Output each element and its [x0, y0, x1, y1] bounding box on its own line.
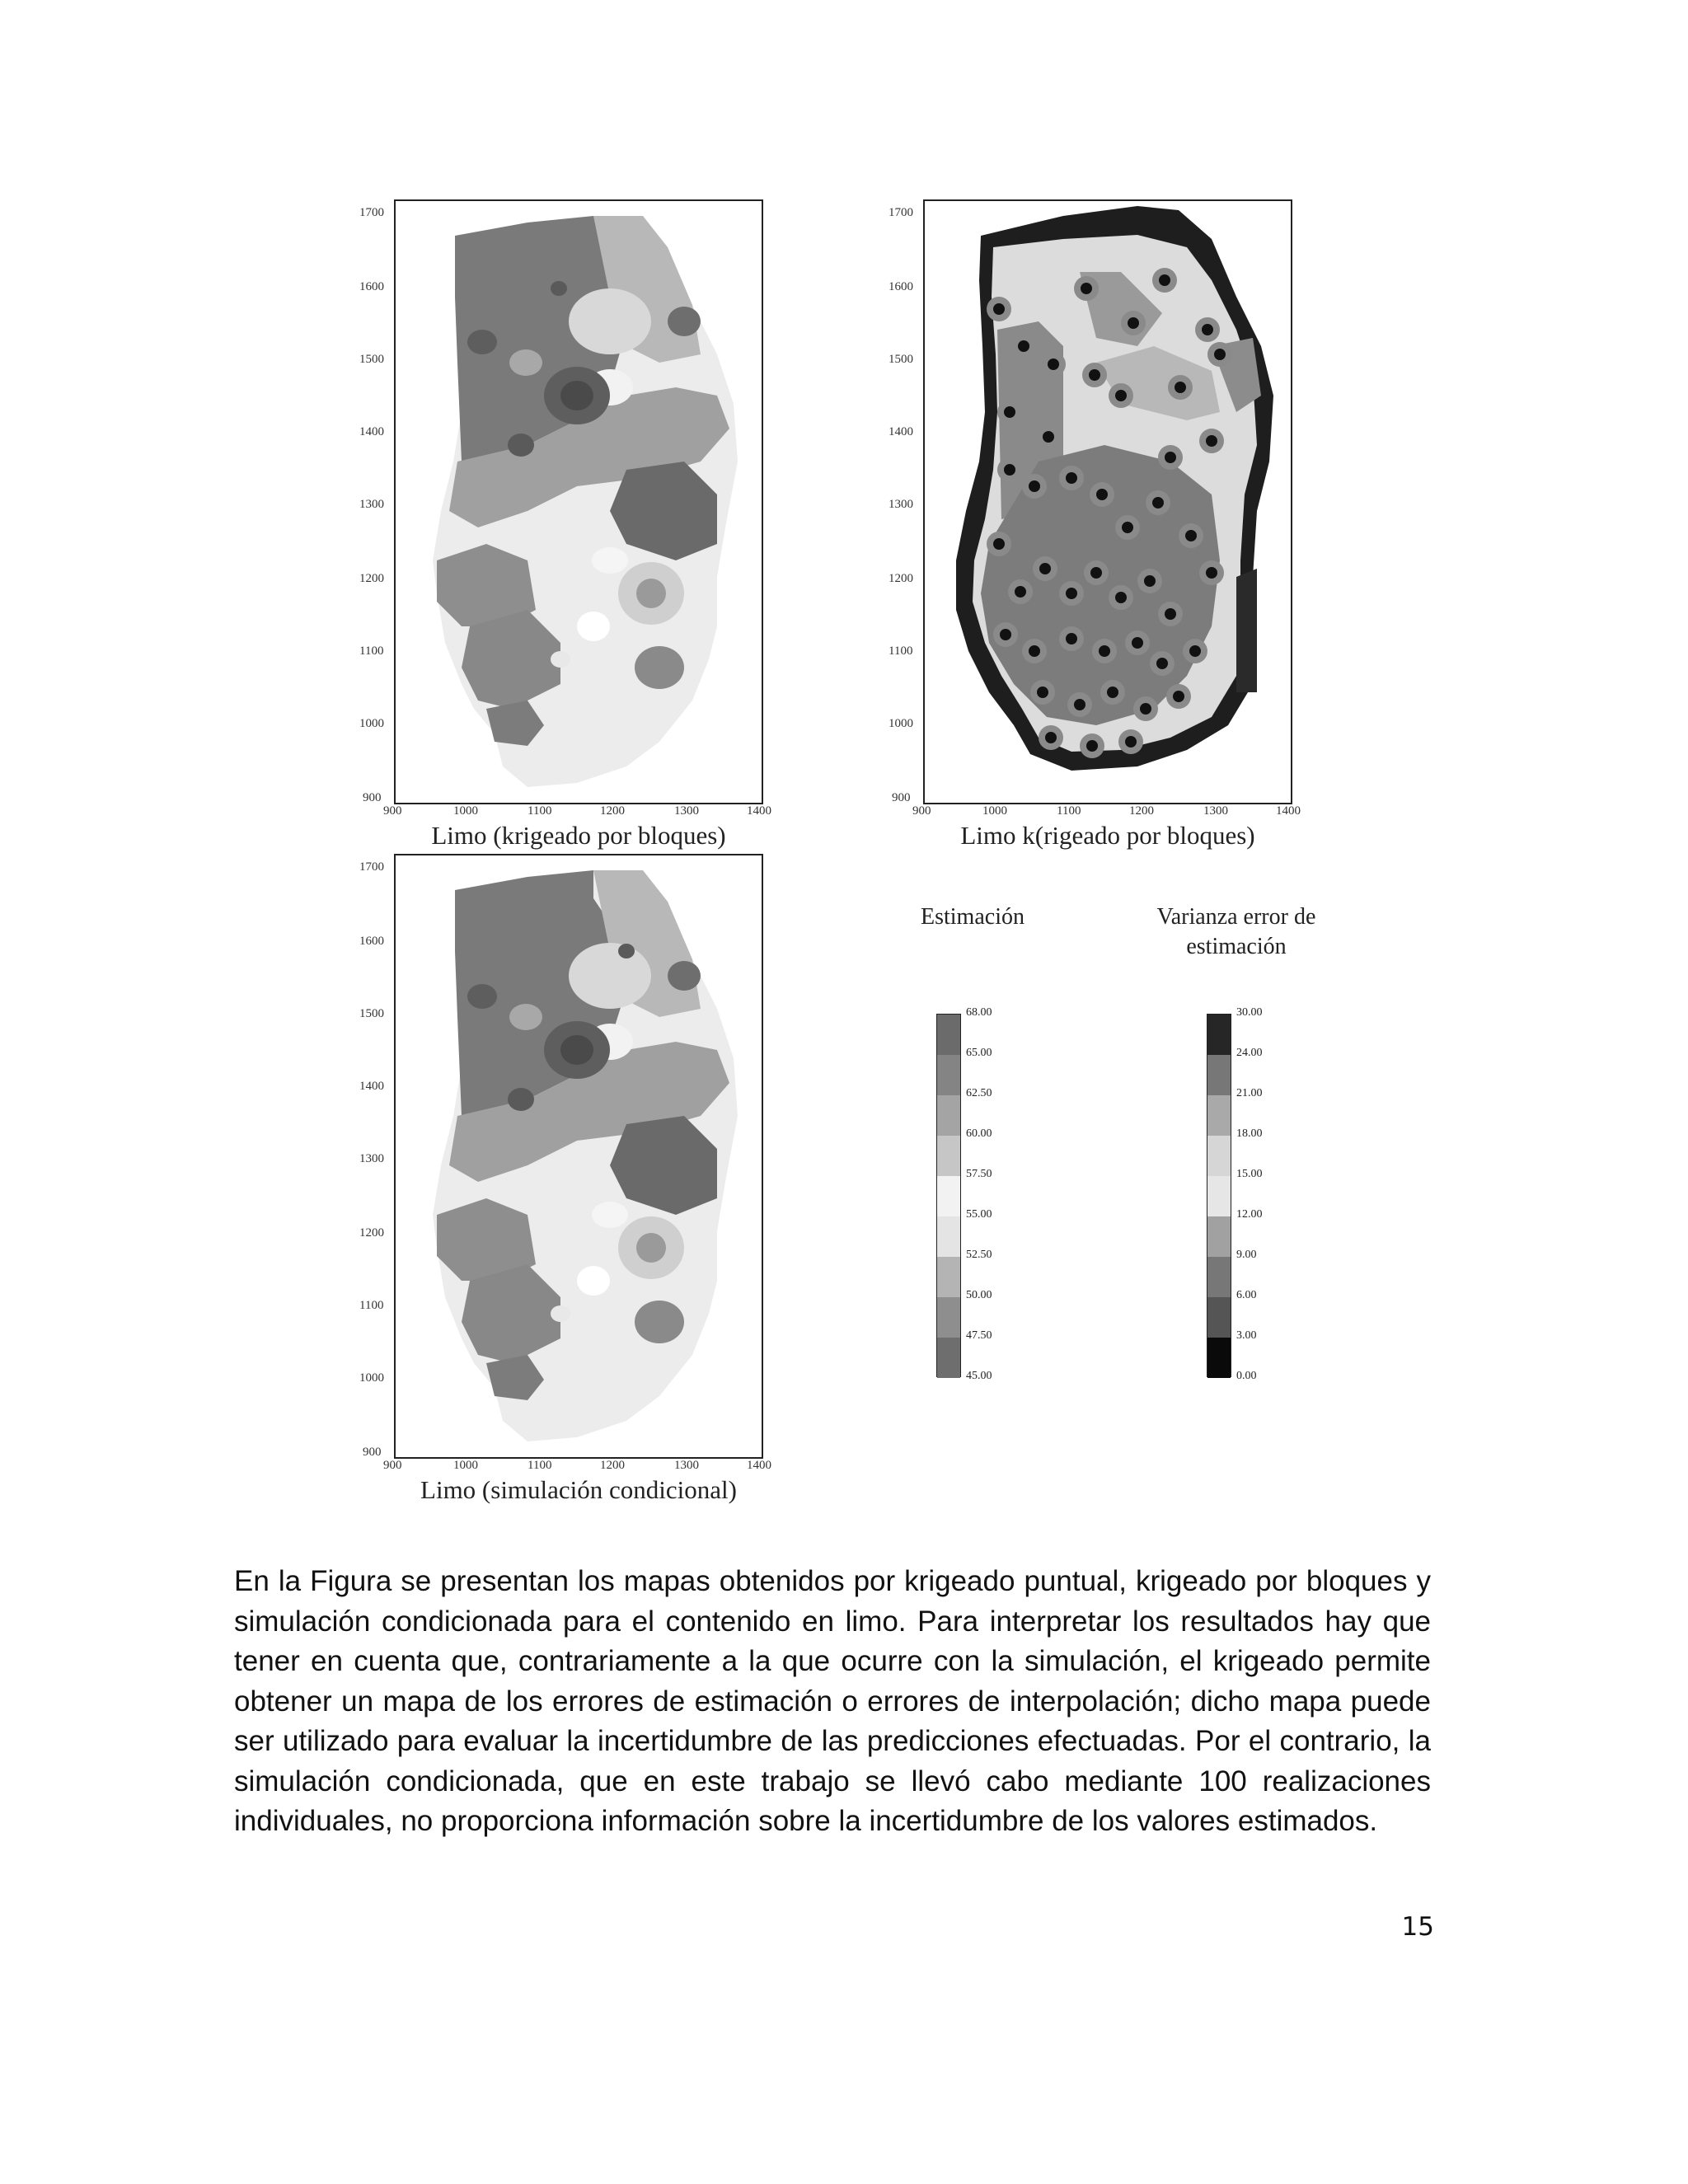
legend-ticks: [1236, 1006, 1335, 1385]
y-tick: 1100: [889, 644, 913, 658]
x-tick: 1400: [747, 804, 771, 818]
legend-swatch: [937, 1216, 960, 1257]
y-tick: 1200: [889, 572, 913, 585]
y-tick: 1200: [359, 572, 384, 585]
legend-swatch: [937, 1015, 960, 1055]
y-tick: 1500: [889, 353, 913, 366]
y-tick: 1700: [359, 206, 384, 219]
legend-swatch: [937, 1338, 960, 1378]
legend-tick-label: 9.00: [1236, 1249, 1257, 1261]
x-tick: 1200: [600, 804, 625, 818]
y-tick: 900: [892, 791, 911, 804]
legend-tick-label: 12.00: [1236, 1208, 1263, 1221]
legend-swatch: [1207, 1297, 1231, 1338]
x-tick: 1100: [528, 1459, 552, 1472]
legend-varianza: [1137, 902, 1401, 1397]
legend-swatch: [1207, 1338, 1231, 1378]
y-tick: 1400: [359, 425, 384, 438]
map-panel-variance: [824, 0, 1688, 857]
legend-tick-label: 18.00: [1236, 1127, 1263, 1140]
y-tick: 1300: [359, 1152, 384, 1165]
legend-swatch: [937, 1176, 960, 1216]
legend-estimacion: [890, 902, 1137, 1397]
x-tick: 900: [383, 804, 402, 818]
legend-tick-label: 0.00: [1236, 1370, 1257, 1382]
y-tick: 1600: [359, 280, 384, 293]
y-tick: 1500: [359, 1007, 384, 1020]
legend-tick-label: 24.00: [1236, 1047, 1263, 1059]
x-tick: 1000: [982, 804, 1007, 818]
x-tick: 1300: [1203, 804, 1228, 818]
legend-tick-label: 60.00: [966, 1127, 992, 1140]
legend-swatch: [1207, 1095, 1231, 1136]
legend-tick-label: 47.50: [966, 1329, 992, 1342]
y-tick: 1100: [359, 1299, 384, 1312]
x-tick: 1300: [674, 804, 699, 818]
x-tick: 1400: [747, 1459, 771, 1472]
legend-title: Varianza error de estimación: [1156, 904, 1316, 959]
y-tick: 1400: [359, 1080, 384, 1093]
legend-tick-label: 6.00: [1236, 1289, 1257, 1301]
x-tick: 1000: [453, 1459, 478, 1472]
legend-tick-label: 30.00: [1236, 1006, 1263, 1019]
legend-swatch: [1207, 1015, 1231, 1055]
y-tick: 1600: [889, 280, 913, 293]
x-tick: 1100: [528, 804, 552, 818]
legend-swatch: [937, 1257, 960, 1297]
legend-swatch: [1207, 1055, 1231, 1095]
legend-swatch: [937, 1055, 960, 1095]
y-tick: 900: [363, 1446, 382, 1459]
page-number: 15: [1401, 1912, 1434, 1942]
y-tick: 1400: [889, 425, 913, 438]
legend-swatch: [1207, 1176, 1231, 1216]
y-tick: 1000: [889, 717, 913, 730]
y-tick: 1000: [359, 1371, 384, 1385]
y-tick: 1300: [889, 498, 913, 511]
simulation-map: [0, 0, 824, 1516]
legend-tick-label: 55.00: [966, 1208, 992, 1221]
y-tick: 1500: [359, 353, 384, 366]
legend-tick-label: 65.00: [966, 1047, 992, 1059]
x-tick: 1300: [674, 1459, 699, 1472]
map-caption: Limo k(rigeado por bloques): [960, 821, 1255, 850]
legend-swatch: [1207, 1136, 1231, 1176]
variance-map: [824, 0, 1688, 857]
legend-tick-label: 62.50: [966, 1087, 992, 1099]
y-tick: 1300: [359, 498, 384, 511]
legend-tick-label: 57.50: [966, 1168, 992, 1180]
legend-tick-label: 21.00: [1236, 1087, 1263, 1099]
legend-ticks: [966, 1006, 1065, 1385]
legend-bar: [936, 1014, 961, 1377]
x-tick: 1200: [1129, 804, 1154, 818]
x-tick: 900: [383, 1459, 402, 1472]
legend-swatch: [1207, 1216, 1231, 1257]
legend-tick-label: 3.00: [1236, 1329, 1257, 1342]
x-tick: 1400: [1276, 804, 1301, 818]
legend-tick-label: 50.00: [966, 1289, 992, 1301]
y-tick: 1000: [359, 717, 384, 730]
legend-swatch: [937, 1136, 960, 1176]
legend-tick-label: 52.50: [966, 1249, 992, 1261]
x-tick: 1000: [453, 804, 478, 818]
y-tick: 1600: [359, 935, 384, 948]
y-tick: 1100: [359, 644, 384, 658]
map-caption: Limo (krigeado por bloques): [431, 821, 726, 850]
legend-swatch: [937, 1297, 960, 1338]
legend-tick-label: 68.00: [966, 1006, 992, 1019]
map-panel-simulation: [0, 0, 824, 1516]
legend-swatch: [937, 1095, 960, 1136]
x-tick: 1100: [1057, 804, 1081, 818]
x-tick: 900: [912, 804, 931, 818]
legend-tick-label: 45.00: [966, 1370, 992, 1382]
body-paragraph: En la Figura se presentan los mapas obtenidos por krigeado puntual, krigeado por bloques y simulación condicionada para el contenido en limo. Para interpretar los resultados hay que tener en cuenta que, contrariamente a la que ocurre con la simulación, el krigeado permite obtener un mapa de los errores de estimación o errores de interpolación; dicho mapa puede ser utilizado para evaluar la incertidumbre de las predicciones efectuadas. Por el contrario, la simulación condicionada, que en este trabajo se llevó cabo mediante 100 realizaciones individuales, no proporciona información sobre la incertidumbre de los valores estimados.: [234, 1565, 1431, 1837]
legend-bar: [1207, 1014, 1231, 1377]
x-tick: 1200: [600, 1459, 625, 1472]
y-tick: 1700: [889, 206, 913, 219]
y-tick: 1700: [359, 860, 384, 874]
legend-swatch: [1207, 1257, 1231, 1297]
legend-tick-label: 15.00: [1236, 1168, 1263, 1180]
map-caption: Limo (simulación condicional): [420, 1475, 737, 1504]
y-tick: 900: [363, 791, 382, 804]
legend-title: Estimación: [921, 904, 1025, 930]
y-tick: 1200: [359, 1226, 384, 1240]
